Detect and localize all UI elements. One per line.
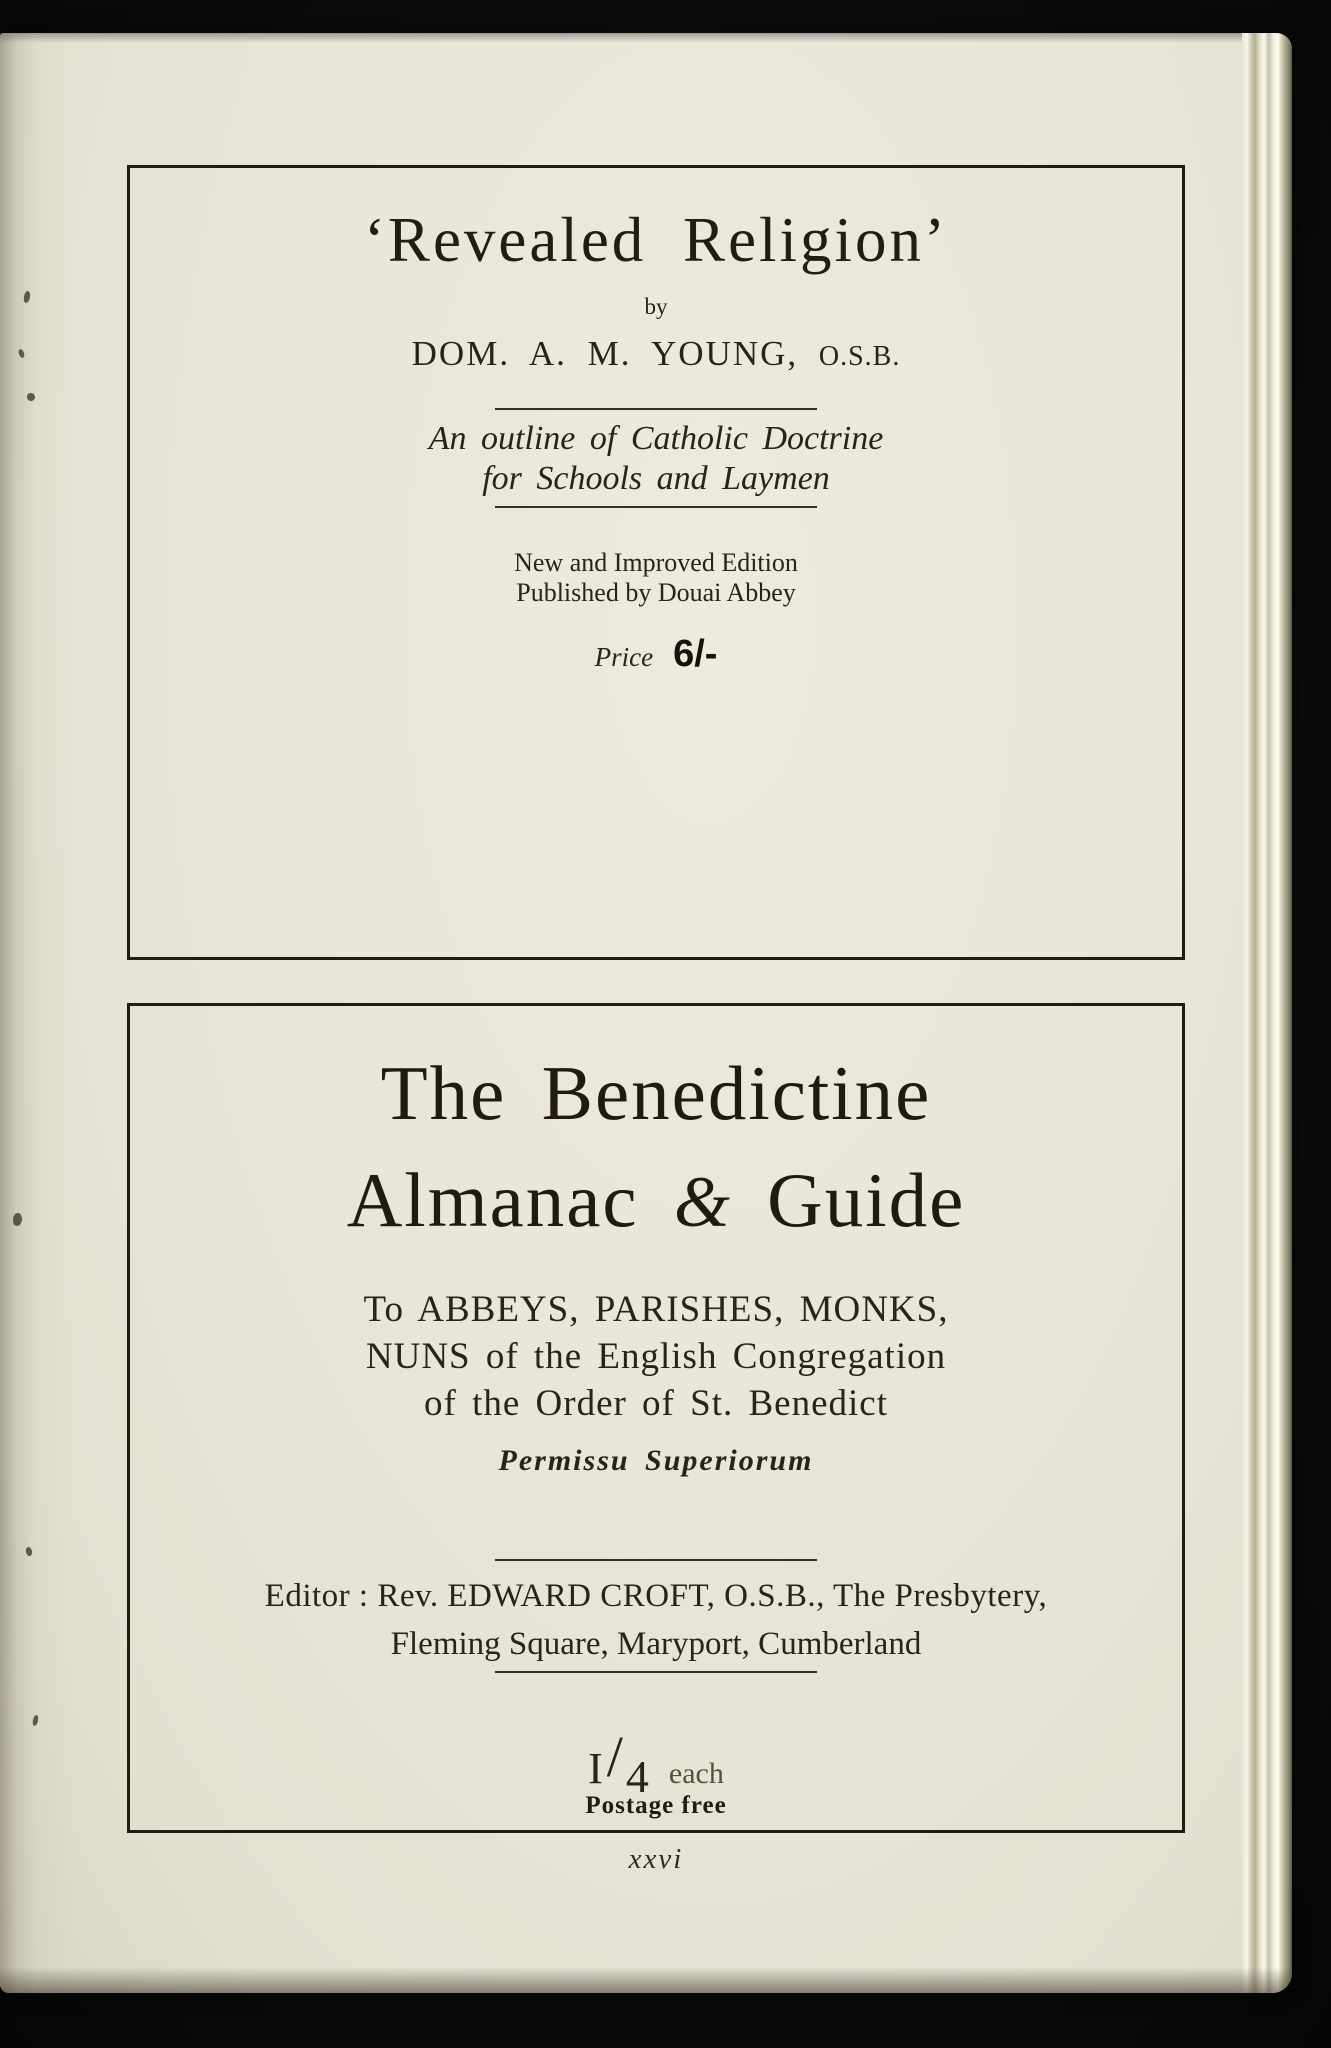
book-page bbox=[0, 33, 1292, 1993]
ad1-author-name: DOM. A. M. YOUNG, bbox=[411, 334, 799, 373]
ad2-price-denominator: 4 bbox=[625, 1751, 649, 1802]
page-gutter-shadow bbox=[0, 33, 74, 1993]
ad1-title: ‘Revealed Religion’ bbox=[363, 205, 949, 275]
ad2-permission: Permissu Superiorum bbox=[498, 1444, 814, 1477]
page-number: xxvi bbox=[628, 1843, 684, 1875]
ad2-title-line2 bbox=[130, 1159, 1182, 1243]
ad1-author-postnominal: O.S.B. bbox=[818, 341, 901, 372]
ad1-subtitle-line2: for Schools and Laymen bbox=[482, 460, 830, 497]
divider-rule bbox=[495, 1671, 817, 1673]
ad2-postage: Postage free bbox=[585, 1792, 727, 1819]
ad2-editor-line1: Editor : Rev. EDWARD CROFT, O.S.B., The Presbytery, bbox=[264, 1578, 1048, 1614]
ad1-author bbox=[130, 334, 1182, 374]
ad2-title-line2-left: Almanac bbox=[346, 1157, 639, 1243]
ad2-price-slash: / bbox=[606, 1724, 623, 1789]
paper-speck bbox=[27, 393, 35, 401]
ad1-subtitle bbox=[130, 419, 1182, 499]
ad2-title-ampersand: & bbox=[673, 1162, 732, 1242]
ad-revealed-religion bbox=[127, 165, 1185, 960]
divider-rule bbox=[495, 1559, 817, 1561]
divider-rule bbox=[495, 506, 817, 508]
ad-benedictine-almanac bbox=[127, 1003, 1185, 1833]
ad1-price-label: Price bbox=[594, 642, 654, 672]
ad1-publisher: Published by Douai Abbey bbox=[516, 578, 796, 607]
ad2-title-line2-right: Guide bbox=[767, 1157, 966, 1243]
page-edge-stack bbox=[1242, 33, 1292, 1993]
ad1-edition: New and Improved Edition bbox=[514, 548, 798, 577]
ad2-price-unit: each bbox=[668, 1757, 724, 1790]
ad1-subtitle-line1: An outline of Catholic Doctrine bbox=[428, 420, 884, 457]
ad1-price-value: 6/- bbox=[673, 633, 718, 675]
ad2-title-line1: The Benedictine bbox=[380, 1050, 932, 1136]
ad2-price bbox=[130, 1724, 1182, 1802]
ad2-audience-line1: To ABBEYS, PARISHES, MONKS, bbox=[363, 1289, 949, 1330]
ad2-audience bbox=[130, 1286, 1182, 1427]
ad1-price bbox=[130, 633, 1182, 676]
divider-rule bbox=[495, 408, 817, 410]
ad2-price-numerator: I bbox=[588, 1744, 604, 1793]
ad2-audience-line2: NUNS of the English Congregation bbox=[365, 1336, 947, 1377]
ad1-byline: by bbox=[644, 294, 668, 319]
ad2-editor-line2: Fleming Square, Maryport, Cumberland bbox=[390, 1626, 922, 1662]
ad2-audience-line3: of the Order of St. Benedict bbox=[424, 1383, 888, 1424]
